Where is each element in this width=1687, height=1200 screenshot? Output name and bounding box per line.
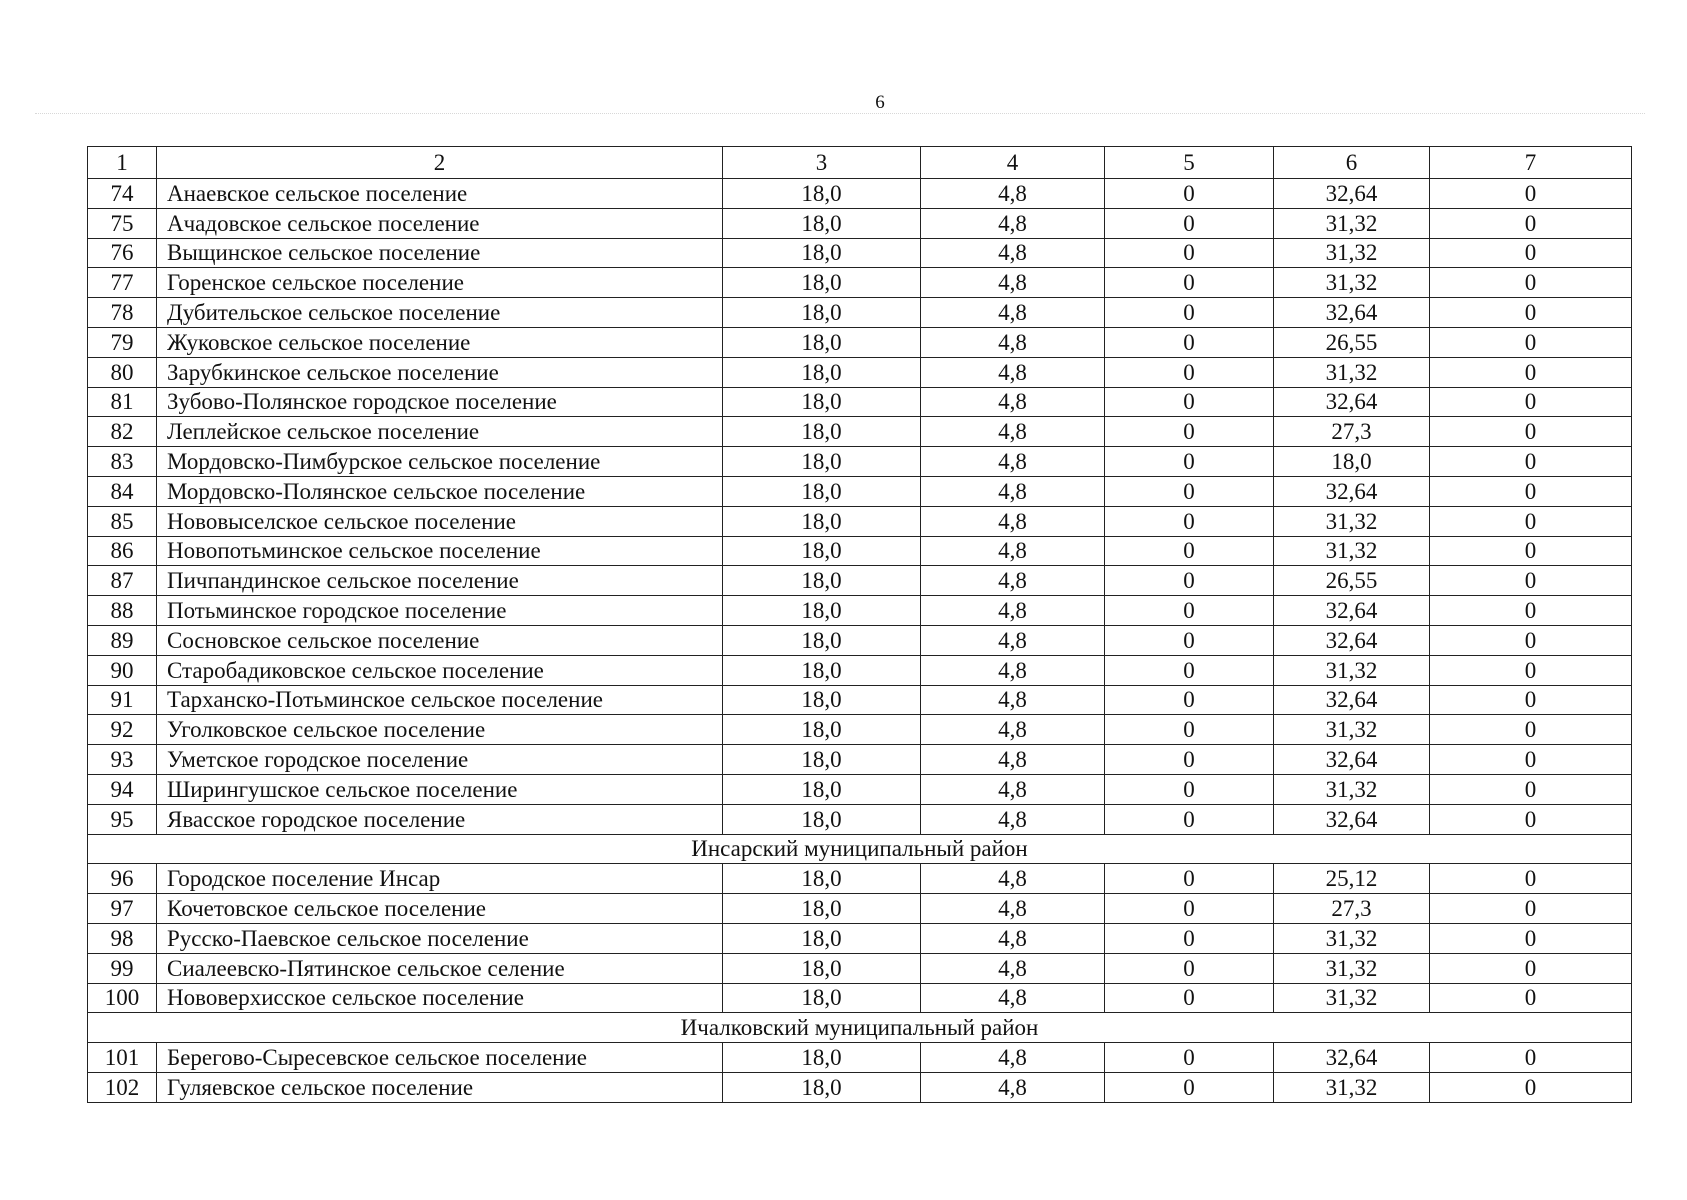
value-col4-cell: 4,8 bbox=[921, 327, 1105, 357]
value-col5-cell: 0 bbox=[1105, 685, 1274, 715]
table-body bbox=[88, 179, 1632, 1103]
table-row bbox=[88, 596, 1632, 626]
value-col4-cell: 4,8 bbox=[921, 476, 1105, 506]
table-row bbox=[88, 864, 1632, 894]
value-col6-cell: 32,64 bbox=[1274, 387, 1430, 417]
value-col6-cell: 31,32 bbox=[1274, 953, 1430, 983]
value-col6-cell: 31,32 bbox=[1274, 238, 1430, 268]
value-col4-cell: 4,8 bbox=[921, 506, 1105, 536]
column-header: 5 bbox=[1105, 147, 1274, 179]
value-col6-cell: 32,64 bbox=[1274, 476, 1430, 506]
value-col6-cell: 31,32 bbox=[1274, 208, 1430, 238]
value-col5-cell: 0 bbox=[1105, 774, 1274, 804]
value-col3-cell: 18,0 bbox=[723, 804, 921, 834]
value-col7-cell: 0 bbox=[1430, 625, 1632, 655]
value-col3-cell: 18,0 bbox=[723, 1043, 921, 1073]
value-col3-cell: 18,0 bbox=[723, 506, 921, 536]
row-number-cell: 79 bbox=[88, 327, 157, 357]
row-number-cell: 89 bbox=[88, 625, 157, 655]
row-number-cell: 93 bbox=[88, 745, 157, 775]
value-col3-cell: 18,0 bbox=[723, 745, 921, 775]
value-col7-cell: 0 bbox=[1430, 685, 1632, 715]
value-col6-cell: 31,32 bbox=[1274, 357, 1430, 387]
table-row bbox=[88, 566, 1632, 596]
value-col7-cell: 0 bbox=[1430, 179, 1632, 209]
value-col3-cell: 18,0 bbox=[723, 566, 921, 596]
value-col5-cell: 0 bbox=[1105, 327, 1274, 357]
row-number-cell: 76 bbox=[88, 238, 157, 268]
value-col4-cell: 4,8 bbox=[921, 417, 1105, 447]
settlement-name-cell: Кочетовское сельское поселение bbox=[157, 894, 723, 924]
row-number-cell: 86 bbox=[88, 536, 157, 566]
value-col4-cell: 4,8 bbox=[921, 179, 1105, 209]
section-heading-row bbox=[88, 834, 1632, 864]
value-col3-cell: 18,0 bbox=[723, 387, 921, 417]
value-col7-cell: 0 bbox=[1430, 327, 1632, 357]
value-col6-cell: 31,32 bbox=[1274, 655, 1430, 685]
value-col3-cell: 18,0 bbox=[723, 715, 921, 745]
value-col7-cell: 0 bbox=[1430, 804, 1632, 834]
settlement-name-cell: Старобадиковское сельское поселение bbox=[157, 655, 723, 685]
value-col4-cell: 4,8 bbox=[921, 774, 1105, 804]
table-row bbox=[88, 625, 1632, 655]
row-number-cell: 90 bbox=[88, 655, 157, 685]
settlement-name-cell: Уметское городское поселение bbox=[157, 745, 723, 775]
value-col3-cell: 18,0 bbox=[723, 327, 921, 357]
settlement-name-cell: Потьминское городское поселение bbox=[157, 596, 723, 626]
settlement-rates-table bbox=[87, 146, 1632, 1103]
row-number-cell: 99 bbox=[88, 953, 157, 983]
table-row bbox=[88, 894, 1632, 924]
value-col5-cell: 0 bbox=[1105, 1072, 1274, 1102]
table-row bbox=[88, 715, 1632, 745]
value-col3-cell: 18,0 bbox=[723, 923, 921, 953]
settlement-name-cell: Тарханско-Потьминское сельское поселение bbox=[157, 685, 723, 715]
value-col4-cell: 4,8 bbox=[921, 1072, 1105, 1102]
value-col6-cell: 31,32 bbox=[1274, 506, 1430, 536]
settlement-name-cell: Гуляевское сельское поселение bbox=[157, 1072, 723, 1102]
value-col5-cell: 0 bbox=[1105, 804, 1274, 834]
table-row bbox=[88, 953, 1632, 983]
row-number-cell: 84 bbox=[88, 476, 157, 506]
table-row bbox=[88, 357, 1632, 387]
value-col7-cell: 0 bbox=[1430, 506, 1632, 536]
table-row bbox=[88, 1043, 1632, 1073]
value-col7-cell: 0 bbox=[1430, 894, 1632, 924]
value-col6-cell: 32,64 bbox=[1274, 625, 1430, 655]
section-heading-row bbox=[88, 1013, 1632, 1043]
value-col5-cell: 0 bbox=[1105, 894, 1274, 924]
value-col5-cell: 0 bbox=[1105, 566, 1274, 596]
row-number-cell: 82 bbox=[88, 417, 157, 447]
value-col4-cell: 4,8 bbox=[921, 536, 1105, 566]
value-col3-cell: 18,0 bbox=[723, 536, 921, 566]
value-col7-cell: 0 bbox=[1430, 268, 1632, 298]
value-col4-cell: 4,8 bbox=[921, 596, 1105, 626]
value-col5-cell: 0 bbox=[1105, 357, 1274, 387]
table-row bbox=[88, 179, 1632, 209]
settlement-name-cell: Новопотьминское сельское поселение bbox=[157, 536, 723, 566]
table-row bbox=[88, 476, 1632, 506]
table-row bbox=[88, 268, 1632, 298]
value-col3-cell: 18,0 bbox=[723, 357, 921, 387]
value-col3-cell: 18,0 bbox=[723, 774, 921, 804]
value-col5-cell: 0 bbox=[1105, 596, 1274, 626]
value-col7-cell: 0 bbox=[1430, 655, 1632, 685]
value-col3-cell: 18,0 bbox=[723, 476, 921, 506]
table-row bbox=[88, 506, 1632, 536]
value-col4-cell: 4,8 bbox=[921, 685, 1105, 715]
value-col6-cell: 31,32 bbox=[1274, 983, 1430, 1013]
district-heading: Ичалковский муниципальный район bbox=[88, 1013, 1632, 1043]
value-col5-cell: 0 bbox=[1105, 268, 1274, 298]
value-col5-cell: 0 bbox=[1105, 536, 1274, 566]
value-col4-cell: 4,8 bbox=[921, 655, 1105, 685]
settlement-name-cell: Мордовско-Полянское сельское поселение bbox=[157, 476, 723, 506]
value-col3-cell: 18,0 bbox=[723, 685, 921, 715]
row-number-cell: 102 bbox=[88, 1072, 157, 1102]
value-col6-cell: 32,64 bbox=[1274, 745, 1430, 775]
table-row bbox=[88, 1072, 1632, 1102]
value-col4-cell: 4,8 bbox=[921, 447, 1105, 477]
value-col7-cell: 0 bbox=[1430, 1043, 1632, 1073]
settlement-name-cell: Пичпандинское сельское поселение bbox=[157, 566, 723, 596]
value-col6-cell: 31,32 bbox=[1274, 715, 1430, 745]
value-col6-cell: 32,64 bbox=[1274, 1043, 1430, 1073]
value-col5-cell: 0 bbox=[1105, 506, 1274, 536]
table-row bbox=[88, 655, 1632, 685]
value-col3-cell: 18,0 bbox=[723, 417, 921, 447]
settlement-name-cell: Зарубкинское сельское поселение bbox=[157, 357, 723, 387]
settlement-name-cell: Ширингушское сельское поселение bbox=[157, 774, 723, 804]
row-number-cell: 97 bbox=[88, 894, 157, 924]
value-col5-cell: 0 bbox=[1105, 179, 1274, 209]
value-col7-cell: 0 bbox=[1430, 774, 1632, 804]
row-number-cell: 88 bbox=[88, 596, 157, 626]
value-col4-cell: 4,8 bbox=[921, 268, 1105, 298]
table-row bbox=[88, 685, 1632, 715]
row-number-cell: 75 bbox=[88, 208, 157, 238]
row-number-cell: 95 bbox=[88, 804, 157, 834]
table-row bbox=[88, 298, 1632, 328]
settlement-name-cell: Нововерхисское сельское поселение bbox=[157, 983, 723, 1013]
value-col4-cell: 4,8 bbox=[921, 864, 1105, 894]
value-col6-cell: 31,32 bbox=[1274, 268, 1430, 298]
value-col6-cell: 31,32 bbox=[1274, 923, 1430, 953]
value-col3-cell: 18,0 bbox=[723, 894, 921, 924]
table-row bbox=[88, 923, 1632, 953]
value-col5-cell: 0 bbox=[1105, 715, 1274, 745]
value-col6-cell: 27,3 bbox=[1274, 894, 1430, 924]
table-row bbox=[88, 983, 1632, 1013]
value-col4-cell: 4,8 bbox=[921, 298, 1105, 328]
value-col3-cell: 18,0 bbox=[723, 268, 921, 298]
value-col7-cell: 0 bbox=[1430, 566, 1632, 596]
value-col3-cell: 18,0 bbox=[723, 983, 921, 1013]
value-col3-cell: 18,0 bbox=[723, 655, 921, 685]
value-col4-cell: 4,8 bbox=[921, 357, 1105, 387]
value-col7-cell: 0 bbox=[1430, 953, 1632, 983]
table-row bbox=[88, 447, 1632, 477]
settlement-name-cell: Жуковское сельское поселение bbox=[157, 327, 723, 357]
settlement-name-cell: Выщинское сельское поселение bbox=[157, 238, 723, 268]
row-number-cell: 74 bbox=[88, 179, 157, 209]
value-col7-cell: 0 bbox=[1430, 208, 1632, 238]
value-col7-cell: 0 bbox=[1430, 476, 1632, 506]
value-col5-cell: 0 bbox=[1105, 1043, 1274, 1073]
value-col4-cell: 4,8 bbox=[921, 953, 1105, 983]
table-row bbox=[88, 238, 1632, 268]
column-number-row bbox=[88, 147, 1632, 179]
row-number-cell: 92 bbox=[88, 715, 157, 745]
district-heading: Инсарский муниципальный район bbox=[88, 834, 1632, 864]
table-row bbox=[88, 536, 1632, 566]
value-col6-cell: 26,55 bbox=[1274, 327, 1430, 357]
value-col7-cell: 0 bbox=[1430, 596, 1632, 626]
row-number-cell: 100 bbox=[88, 983, 157, 1013]
value-col4-cell: 4,8 bbox=[921, 745, 1105, 775]
table-row bbox=[88, 745, 1632, 775]
settlement-name-cell: Ачадовское сельское поселение bbox=[157, 208, 723, 238]
settlement-name-cell: Нововыселское сельское поселение bbox=[157, 506, 723, 536]
settlement-name-cell: Анаевское сельское поселение bbox=[157, 179, 723, 209]
value-col4-cell: 4,8 bbox=[921, 387, 1105, 417]
scan-artifact-line bbox=[35, 113, 1645, 114]
value-col3-cell: 18,0 bbox=[723, 1072, 921, 1102]
column-header: 3 bbox=[723, 147, 921, 179]
value-col5-cell: 0 bbox=[1105, 983, 1274, 1013]
value-col4-cell: 4,8 bbox=[921, 238, 1105, 268]
row-number-cell: 96 bbox=[88, 864, 157, 894]
value-col7-cell: 0 bbox=[1430, 238, 1632, 268]
value-col6-cell: 18,0 bbox=[1274, 447, 1430, 477]
settlement-name-cell: Сосновское сельское поселение bbox=[157, 625, 723, 655]
column-header: 1 bbox=[88, 147, 157, 179]
value-col7-cell: 0 bbox=[1430, 357, 1632, 387]
value-col7-cell: 0 bbox=[1430, 923, 1632, 953]
value-col7-cell: 0 bbox=[1430, 298, 1632, 328]
value-col3-cell: 18,0 bbox=[723, 298, 921, 328]
value-col5-cell: 0 bbox=[1105, 298, 1274, 328]
table-row bbox=[88, 804, 1632, 834]
value-col7-cell: 0 bbox=[1430, 745, 1632, 775]
settlement-name-cell: Берегово-Сыресевское сельское поселение bbox=[157, 1043, 723, 1073]
value-col7-cell: 0 bbox=[1430, 387, 1632, 417]
value-col3-cell: 18,0 bbox=[723, 625, 921, 655]
value-col3-cell: 18,0 bbox=[723, 953, 921, 983]
value-col5-cell: 0 bbox=[1105, 208, 1274, 238]
value-col5-cell: 0 bbox=[1105, 447, 1274, 477]
value-col6-cell: 26,55 bbox=[1274, 566, 1430, 596]
row-number-cell: 85 bbox=[88, 506, 157, 536]
page-number: 6 bbox=[875, 92, 885, 113]
row-number-cell: 94 bbox=[88, 774, 157, 804]
settlement-name-cell: Сиалеевско-Пятинское сельское селение bbox=[157, 953, 723, 983]
value-col6-cell: 25,12 bbox=[1274, 864, 1430, 894]
value-col6-cell: 32,64 bbox=[1274, 685, 1430, 715]
value-col4-cell: 4,8 bbox=[921, 208, 1105, 238]
column-header: 6 bbox=[1274, 147, 1430, 179]
table-row bbox=[88, 327, 1632, 357]
row-number-cell: 98 bbox=[88, 923, 157, 953]
value-col4-cell: 4,8 bbox=[921, 804, 1105, 834]
value-col6-cell: 32,64 bbox=[1274, 804, 1430, 834]
value-col6-cell: 31,32 bbox=[1274, 536, 1430, 566]
value-col3-cell: 18,0 bbox=[723, 864, 921, 894]
row-number-cell: 78 bbox=[88, 298, 157, 328]
value-col6-cell: 32,64 bbox=[1274, 179, 1430, 209]
value-col5-cell: 0 bbox=[1105, 476, 1274, 506]
value-col4-cell: 4,8 bbox=[921, 923, 1105, 953]
value-col7-cell: 0 bbox=[1430, 536, 1632, 566]
row-number-cell: 80 bbox=[88, 357, 157, 387]
column-header: 7 bbox=[1430, 147, 1632, 179]
value-col3-cell: 18,0 bbox=[723, 447, 921, 477]
row-number-cell: 83 bbox=[88, 447, 157, 477]
value-col5-cell: 0 bbox=[1105, 923, 1274, 953]
value-col4-cell: 4,8 bbox=[921, 894, 1105, 924]
value-col6-cell: 31,32 bbox=[1274, 774, 1430, 804]
value-col3-cell: 18,0 bbox=[723, 208, 921, 238]
settlement-name-cell: Уголковское сельское поселение bbox=[157, 715, 723, 745]
value-col5-cell: 0 bbox=[1105, 238, 1274, 268]
value-col5-cell: 0 bbox=[1105, 953, 1274, 983]
value-col3-cell: 18,0 bbox=[723, 179, 921, 209]
value-col4-cell: 4,8 bbox=[921, 715, 1105, 745]
value-col5-cell: 0 bbox=[1105, 625, 1274, 655]
settlement-name-cell: Городское поселение Инсар bbox=[157, 864, 723, 894]
value-col3-cell: 18,0 bbox=[723, 596, 921, 626]
table-row bbox=[88, 208, 1632, 238]
column-header: 2 bbox=[157, 147, 723, 179]
settlement-name-cell: Мордовско-Пимбурское сельское поселение bbox=[157, 447, 723, 477]
value-col4-cell: 4,8 bbox=[921, 566, 1105, 596]
value-col7-cell: 0 bbox=[1430, 447, 1632, 477]
column-header: 4 bbox=[921, 147, 1105, 179]
value-col7-cell: 0 bbox=[1430, 715, 1632, 745]
settlement-name-cell: Русско-Паевское сельское поселение bbox=[157, 923, 723, 953]
settlement-name-cell: Горенское сельское поселение bbox=[157, 268, 723, 298]
value-col5-cell: 0 bbox=[1105, 655, 1274, 685]
value-col4-cell: 4,8 bbox=[921, 983, 1105, 1013]
table-row bbox=[88, 774, 1632, 804]
value-col6-cell: 32,64 bbox=[1274, 298, 1430, 328]
value-col7-cell: 0 bbox=[1430, 983, 1632, 1013]
value-col4-cell: 4,8 bbox=[921, 625, 1105, 655]
row-number-cell: 81 bbox=[88, 387, 157, 417]
value-col5-cell: 0 bbox=[1105, 745, 1274, 775]
value-col6-cell: 27,3 bbox=[1274, 417, 1430, 447]
value-col3-cell: 18,0 bbox=[723, 238, 921, 268]
settlement-name-cell: Зубово-Полянское городское поселение bbox=[157, 387, 723, 417]
value-col7-cell: 0 bbox=[1430, 417, 1632, 447]
row-number-cell: 101 bbox=[88, 1043, 157, 1073]
value-col6-cell: 32,64 bbox=[1274, 596, 1430, 626]
table-row bbox=[88, 387, 1632, 417]
value-col5-cell: 0 bbox=[1105, 417, 1274, 447]
value-col5-cell: 0 bbox=[1105, 864, 1274, 894]
value-col7-cell: 0 bbox=[1430, 864, 1632, 894]
value-col7-cell: 0 bbox=[1430, 1072, 1632, 1102]
table-row bbox=[88, 417, 1632, 447]
value-col6-cell: 31,32 bbox=[1274, 1072, 1430, 1102]
row-number-cell: 91 bbox=[88, 685, 157, 715]
value-col5-cell: 0 bbox=[1105, 387, 1274, 417]
settlement-name-cell: Дубительское сельское поселение bbox=[157, 298, 723, 328]
value-col4-cell: 4,8 bbox=[921, 1043, 1105, 1073]
settlement-name-cell: Леплейское сельское поселение bbox=[157, 417, 723, 447]
row-number-cell: 87 bbox=[88, 566, 157, 596]
settlement-name-cell: Явасское городское поселение bbox=[157, 804, 723, 834]
row-number-cell: 77 bbox=[88, 268, 157, 298]
